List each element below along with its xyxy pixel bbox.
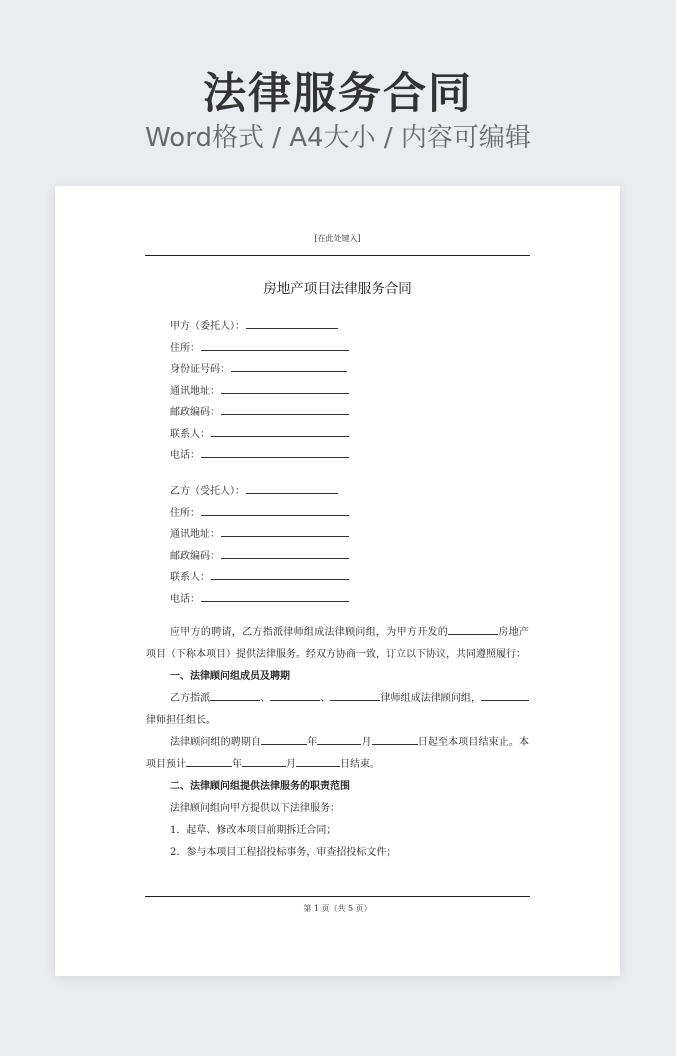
text: 律师组成法律顾问组，: [380, 693, 482, 704]
section-1-paragraph-1: [146, 688, 529, 732]
section-2-item: 1．起草、修改本项目前期拆迁合同；: [170, 825, 337, 836]
text: 年: [307, 737, 318, 748]
section-1-heading: 一、法律顾问组成员及聘期: [170, 671, 290, 682]
lawyer-blank[interactable]: [210, 690, 260, 701]
party-b-field: [170, 524, 349, 546]
intro-text-b: 房地产项目（下称本项目）提供法律服务。经双方协商一致，订立以下协议，共同遵照履行：: [146, 627, 530, 660]
field-blank[interactable]: [221, 414, 349, 415]
field-blank[interactable]: [201, 515, 349, 516]
party-a-field: [170, 316, 349, 338]
party-b-fields: [170, 481, 349, 610]
page-header-text[interactable]: [在此处键入]: [314, 234, 361, 243]
lawyer-blank[interactable]: [330, 690, 380, 701]
party-b-field: [170, 546, 349, 568]
field-blank[interactable]: [246, 493, 338, 494]
text: 日结束。: [340, 759, 380, 770]
party-a-field: [170, 359, 349, 381]
field-label: 通讯地址：: [170, 529, 220, 540]
party-a-field: [170, 338, 349, 360]
field-blank[interactable]: [201, 350, 349, 351]
field-label: 邮政编码：: [170, 550, 220, 562]
banner-title: 法律服务合同: [203, 69, 473, 119]
text: 、: [320, 693, 331, 704]
contract-body: [146, 622, 529, 864]
text: 月: [361, 737, 372, 748]
field-label: 电话：: [170, 450, 200, 461]
date-blank[interactable]: [296, 756, 340, 767]
field-blank[interactable]: [246, 328, 338, 329]
party-b-field: [170, 567, 349, 589]
intro-paragraph: [146, 622, 529, 666]
field-label: 邮政编码：: [170, 407, 220, 418]
party-a-field: [170, 402, 349, 424]
document-title: 房地产项目法律服务合同: [263, 281, 412, 297]
leader-blank[interactable]: [481, 690, 529, 701]
party-b-field: [170, 481, 349, 503]
text: 律师担任组长。: [146, 715, 216, 726]
intro-text-a: 应甲方的聘请，乙方指派律师组成法律顾问组，为甲方开发的: [170, 627, 449, 638]
text: 月: [286, 759, 296, 770]
party-a-field: [170, 445, 349, 467]
field-label: 电话：: [170, 593, 200, 605]
section-2-intro: 法律顾问组向甲方提供以下法律服务：: [170, 803, 340, 814]
text: 、: [260, 693, 271, 704]
date-blank[interactable]: [372, 734, 418, 745]
text: 年: [232, 759, 242, 770]
field-label: 联系人：: [170, 428, 210, 440]
party-a-field: [170, 381, 349, 403]
field-blank[interactable]: [221, 558, 349, 559]
party-b-field: [170, 503, 349, 525]
text: 乙方指派: [170, 693, 211, 704]
field-label: 甲方（委托人）：: [170, 321, 245, 332]
footer-rule: [145, 896, 530, 897]
field-blank[interactable]: [201, 601, 349, 602]
field-label: 住所：: [170, 342, 200, 354]
lawyer-blank[interactable]: [270, 690, 320, 701]
date-blank[interactable]: [186, 756, 232, 767]
party-a-field: [170, 424, 349, 446]
field-blank[interactable]: [221, 536, 349, 537]
party-a-fields: [170, 316, 349, 467]
field-label: 乙方（受托人）：: [170, 486, 245, 497]
document-page: [55, 186, 620, 976]
text: 日起至本项目结束止。本项目预计: [146, 737, 529, 770]
field-label: 身份证号码：: [170, 364, 230, 375]
field-blank[interactable]: [221, 393, 349, 394]
date-blank[interactable]: [261, 734, 307, 745]
party-b-field: [170, 589, 349, 611]
field-blank[interactable]: [211, 436, 349, 437]
header-rule: [145, 255, 530, 256]
section-2-item: 2．参与本项目工程招投标事务，审查招投标文件；: [170, 847, 397, 858]
text: 法律顾问组的聘期自: [170, 737, 262, 748]
field-blank[interactable]: [231, 371, 347, 372]
field-label: 联系人：: [170, 572, 210, 583]
field-blank[interactable]: [201, 457, 349, 458]
banner-subtitle: Word格式 / A4大小 / 内容可编辑: [145, 123, 531, 153]
field-label: 住所：: [170, 507, 200, 519]
date-blank[interactable]: [242, 756, 286, 767]
date-blank[interactable]: [317, 734, 361, 745]
page-footer-text: 第 1 页（共 5 页）: [303, 904, 372, 913]
field-blank[interactable]: [211, 579, 349, 580]
section-1-paragraph-2: [146, 732, 529, 776]
section-2-heading: 二、法律顾问组提供法律服务的职责范围: [170, 781, 350, 792]
project-name-blank[interactable]: [448, 624, 498, 635]
field-label: 通讯地址：: [170, 385, 220, 397]
